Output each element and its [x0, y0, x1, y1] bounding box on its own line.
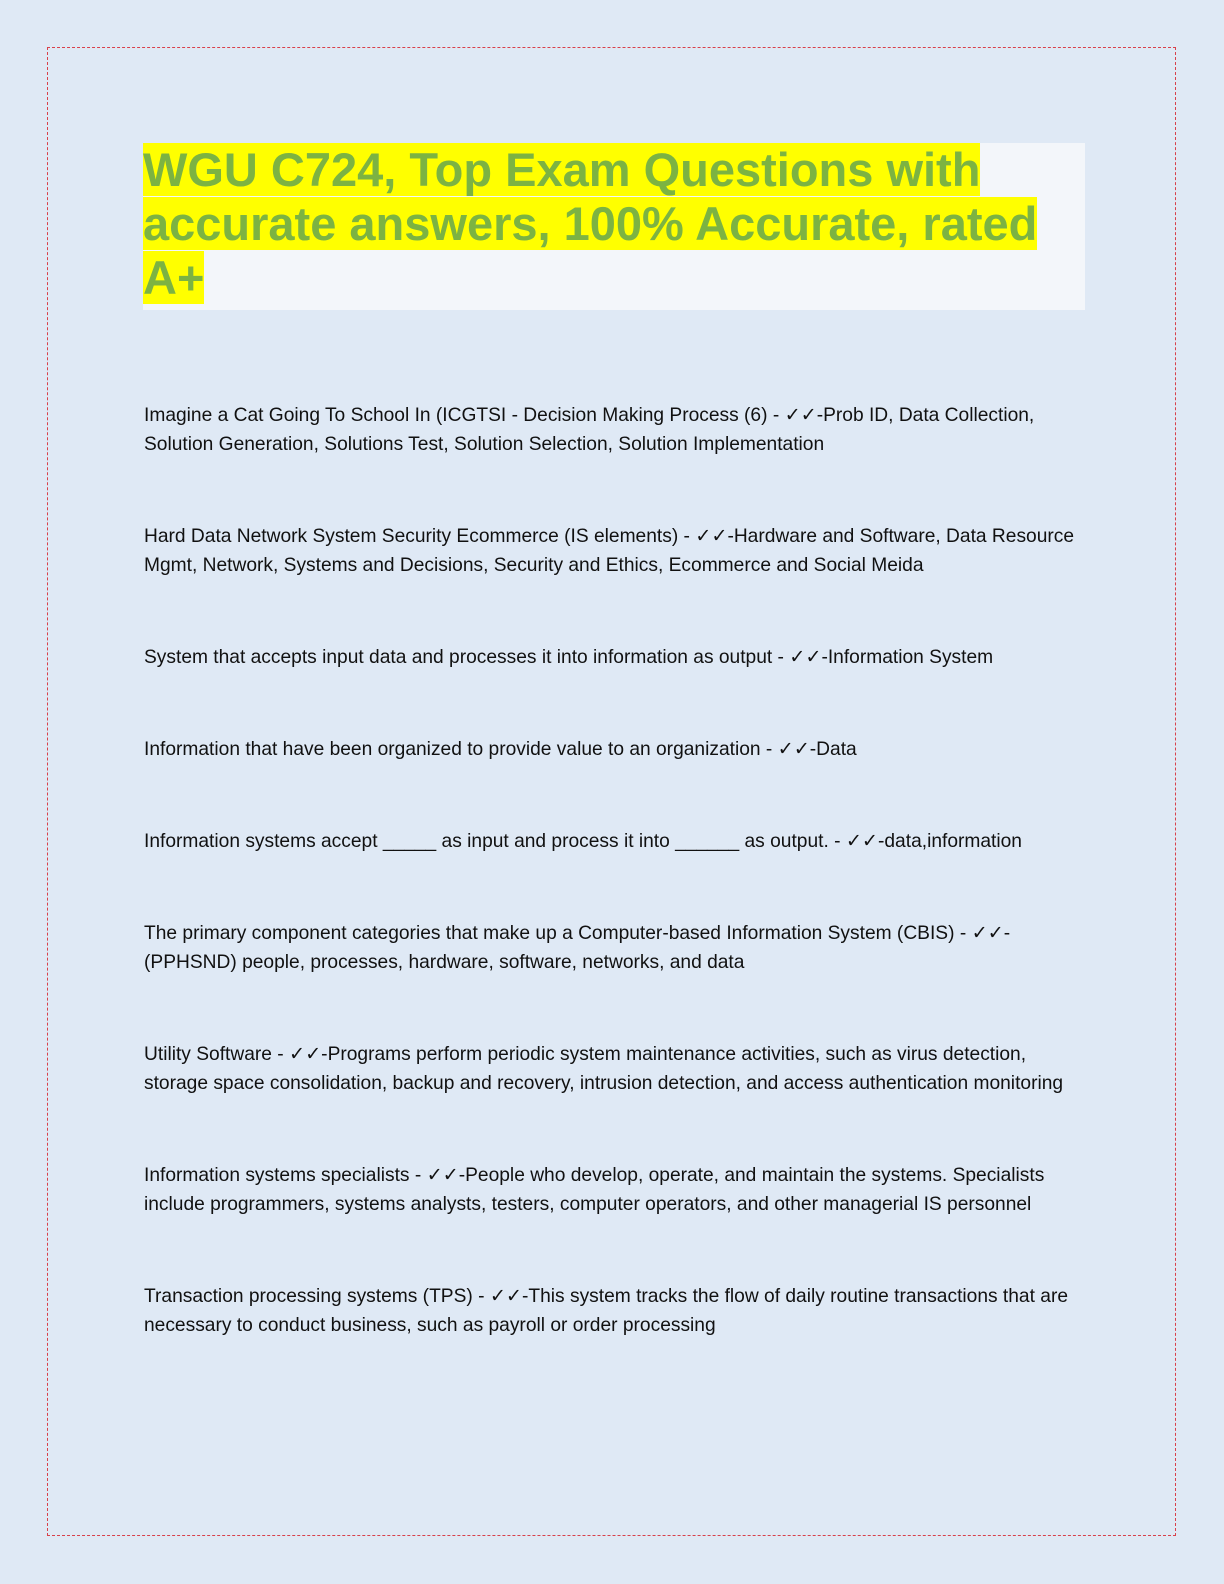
title-block: [143, 143, 1085, 310]
qa-question: Information systems specialists: [144, 1165, 410, 1186]
qa-item: Imagine a Cat Going To School In (ICGTSI - Decision Making Process (6) - ✓✓-Prob ID, Data Collection, Solution Generation, Solutions Test, Solution Selection, Solution Implementation: [144, 405, 1035, 455]
qa-item: The primary component categories that make up a Computer-based Information System (CBIS) - ✓✓-(PPHSND) people, processes, hardware, software, networks, and data: [144, 923, 1011, 973]
qa-question: Utility Software: [144, 1044, 272, 1065]
qa-answer: Information System: [827, 647, 994, 668]
qa-item: Information systems accept _____ as input and process it into ______ as output. - ✓✓-data,information: [144, 831, 1022, 852]
qa-answer: Data: [816, 739, 857, 760]
qa-list: [144, 401, 1090, 1340]
check-marker: ✓✓: [777, 739, 810, 760]
qa-answer: Programs perform periodic system maintenance activities, such as virus detection, storage space consolidation, backup and recovery, intrusion detection, and access authentication monitoring: [144, 1044, 1064, 1094]
qa-question: Information systems accept _____ as input and process it into ______ as output.: [144, 831, 829, 852]
check-marker: ✓✓: [784, 405, 817, 426]
qa-answer: This system tracks the flow of daily routine transactions that are necessary to conduct business, such as payroll or order processing: [144, 1286, 1069, 1336]
qa-question: The primary component categories that make up a Computer-based Information System (CBIS): [144, 923, 955, 944]
check-marker: ✓✓: [289, 1044, 322, 1065]
qa-item: Hard Data Network System Security Ecommerce (IS elements) - ✓✓-Hardware and Software, Data Resource Mgmt, Network, Systems and Decisions, Security and Ethics, Ecommerce and Social Meida: [144, 526, 1075, 576]
qa-question: Information that have been organized to provide value to an organization: [144, 739, 761, 760]
qa-answer: (PPHSND) people, processes, hardware, software, networks, and data: [144, 952, 745, 973]
check-marker: ✓✓: [489, 1286, 522, 1307]
qa-question: Imagine a Cat Going To School In (ICGTSI - Decision Making Process (6): [144, 405, 768, 426]
check-marker: ✓✓: [789, 647, 822, 668]
check-marker: ✓✓: [426, 1165, 459, 1186]
qa-question: Hard Data Network System Security Ecommerce (IS elements): [144, 526, 679, 547]
check-marker: ✓✓: [695, 526, 728, 547]
qa-item: System that accepts input data and processes it into information as output - ✓✓-Information System: [144, 647, 994, 668]
qa-question: System that accepts input data and processes it into information as output: [144, 647, 773, 668]
qa-item: Transaction processing systems (TPS) - ✓✓-This system tracks the flow of daily routine transactions that are necessary to conduct business, such as payroll or order processing: [144, 1286, 1069, 1336]
title-line-2: accurate answers, 100% Accurate, rated: [143, 197, 1038, 250]
title-line-1: WGU C724, Top Exam Questions with: [143, 143, 981, 196]
title-line-3: A+: [143, 251, 205, 304]
check-marker: ✓✓: [845, 831, 878, 852]
qa-item: Information that have been organized to provide value to an organization - ✓✓-Data: [144, 739, 857, 760]
qa-answer: Hardware and Software, Data Resource Mgmt, Network, Systems and Decisions, Security and Ethics, Ecommerce and Social Meida: [144, 526, 1075, 576]
qa-answer: data,information: [884, 831, 1022, 852]
document-title: [143, 143, 1085, 305]
qa-answer: People who develop, operate, and maintain the systems. Specialists include programmers, systems analysts, testers, computer operators, and other managerial IS personnel: [144, 1165, 1045, 1215]
qa-item: Information systems specialists - ✓✓-People who develop, operate, and maintain the systems. Specialists include programmers, systems analysts, testers, computer operators, and other managerial IS personnel: [144, 1165, 1045, 1215]
check-marker: ✓✓: [971, 923, 1004, 944]
qa-item: Utility Software - ✓✓-Programs perform periodic system maintenance activities, such as virus detection, storage space consolidation, backup and recovery, intrusion detection, and access authentication monitoring: [144, 1044, 1064, 1094]
qa-answer: Prob ID, Data Collection, Solution Generation, Solutions Test, Solution Selection, Solution Implementation: [144, 405, 1035, 455]
qa-question: Transaction processing systems (TPS): [144, 1286, 473, 1307]
